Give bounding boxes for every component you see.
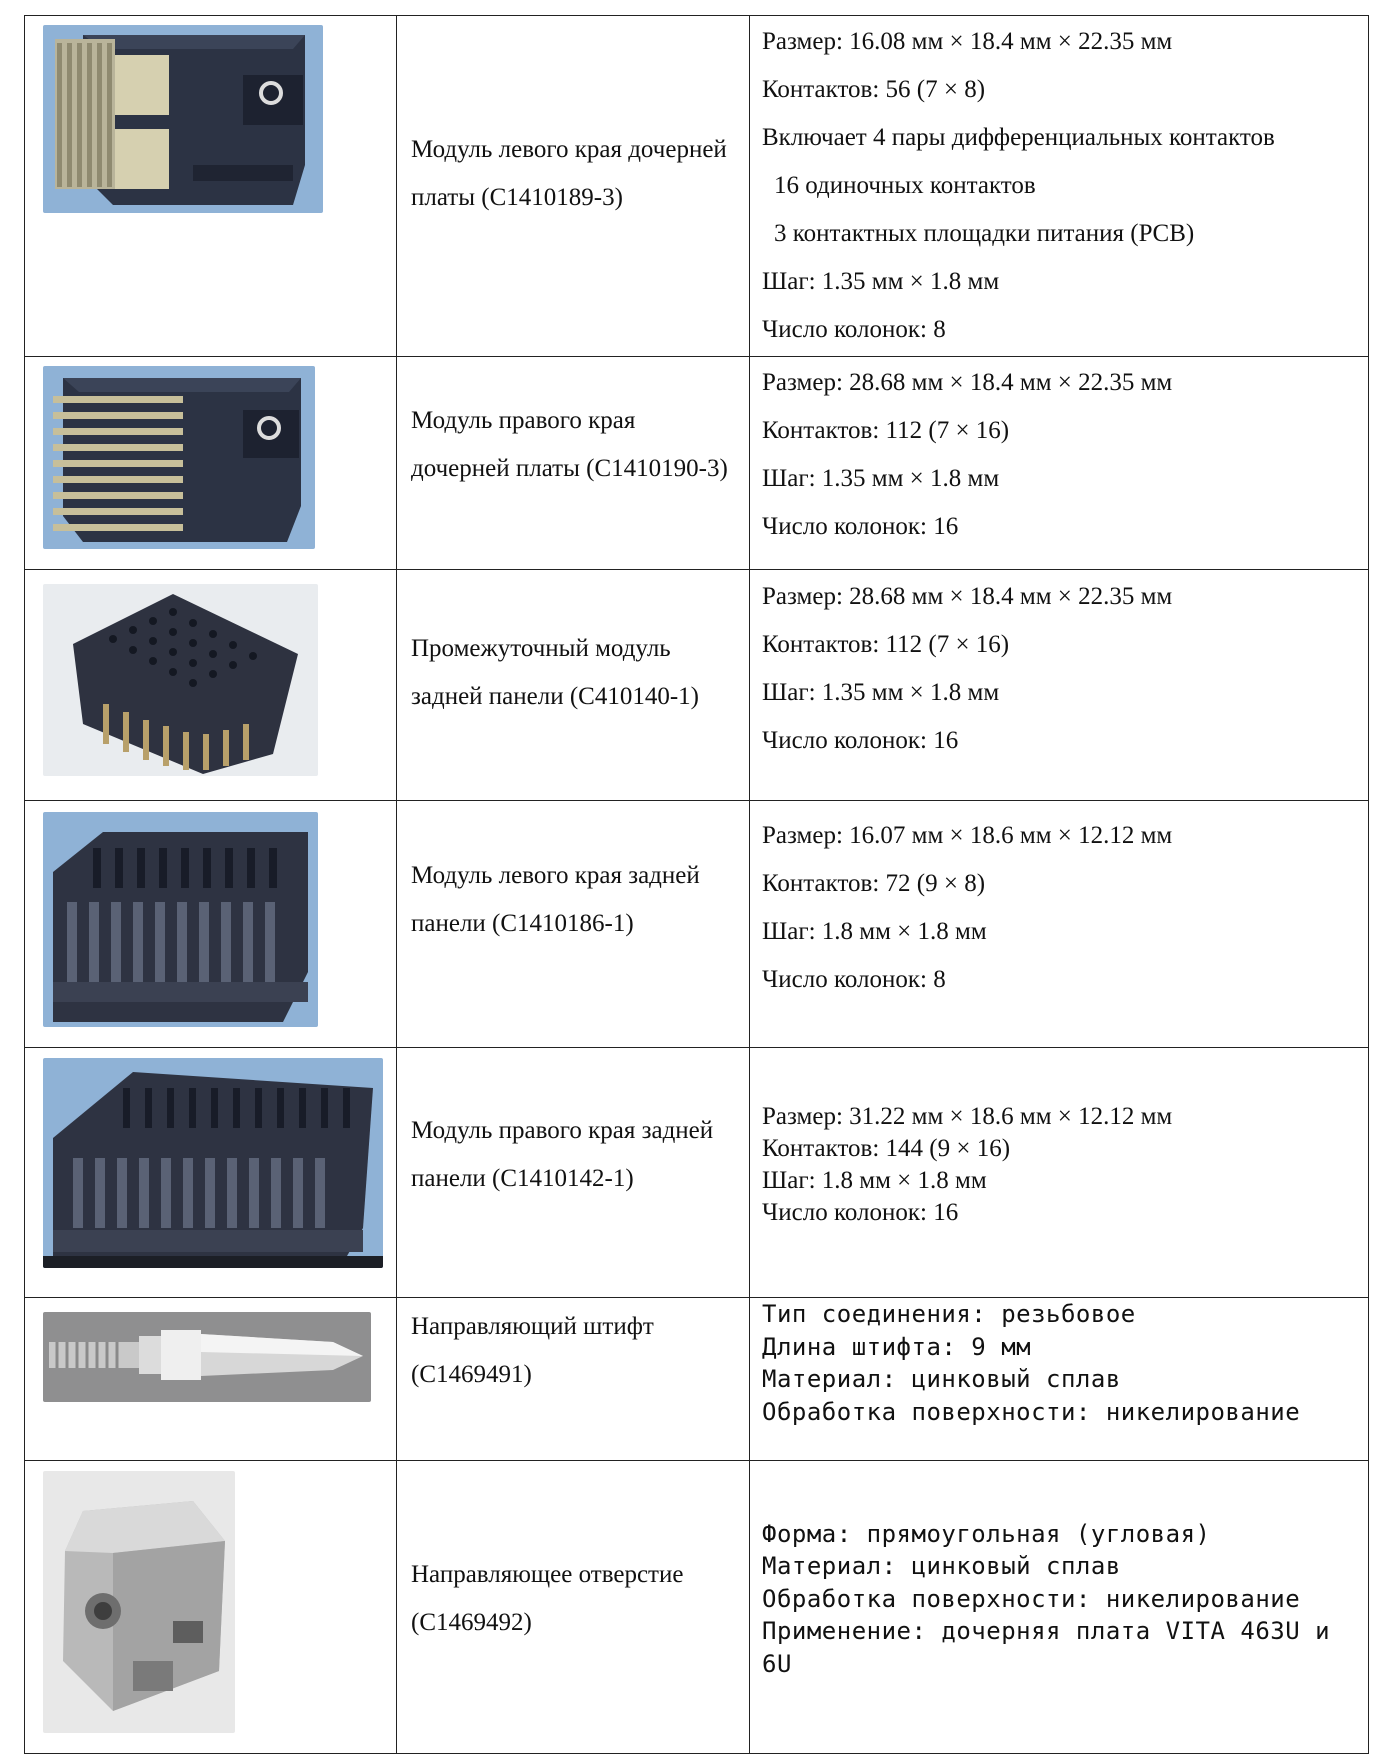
name-cell bbox=[397, 1461, 750, 1754]
photo-cell bbox=[25, 357, 397, 570]
photo-cell bbox=[25, 1461, 397, 1754]
spec-line: Применение: дочерняя плата VITA 463U и 6U bbox=[762, 1617, 1346, 1678]
connector-module-photo bbox=[43, 366, 315, 549]
spec-line: 16 одиночных контактов bbox=[774, 172, 1036, 199]
spec-list bbox=[762, 812, 1358, 1004]
spec-line: Размер: 31.22 мм × 18.6 мм × 12.12 мм bbox=[762, 1102, 1173, 1130]
spec-cell bbox=[750, 16, 1369, 357]
component-name: Модуль правого края дочерней платы (C1410190-3) bbox=[411, 407, 728, 482]
pin-array-photo bbox=[43, 584, 318, 776]
table-row bbox=[25, 16, 1369, 357]
spec-list bbox=[762, 1101, 1358, 1229]
table-row bbox=[25, 1461, 1369, 1754]
spec-line: Число колонок: 16 bbox=[762, 1198, 959, 1226]
spec-line: Обработка поверхности: никелирование bbox=[762, 1584, 1301, 1613]
spec-line: Число колонок: 16 bbox=[762, 513, 959, 540]
spec-list bbox=[762, 1518, 1358, 1681]
spec-line: Число колонок: 8 bbox=[762, 966, 946, 993]
spec-cell bbox=[750, 1461, 1369, 1754]
spec-line: Контактов: 72 (9 × 8) bbox=[762, 870, 986, 897]
table-row bbox=[25, 570, 1369, 801]
spec-line: Шаг: 1.8 мм × 1.8 мм bbox=[762, 918, 987, 945]
table-row bbox=[25, 1048, 1369, 1298]
photo-cell bbox=[25, 570, 397, 801]
spec-line: Контактов: 112 (7 × 16) bbox=[762, 417, 1010, 444]
spec-line: Шаг: 1.35 мм × 1.8 мм bbox=[762, 679, 1000, 706]
name-cell bbox=[397, 1048, 750, 1298]
spec-cell bbox=[750, 1048, 1369, 1298]
component-name: Модуль левого края дочерней платы (C1410189-3) bbox=[411, 136, 727, 211]
spec-line: Шаг: 1.8 мм × 1.8 мм bbox=[762, 1166, 987, 1194]
photo-cell bbox=[25, 801, 397, 1048]
spec-line: Шаг: 1.35 мм × 1.8 мм bbox=[762, 465, 1000, 492]
spec-list bbox=[762, 18, 1358, 354]
spec-line: Материал: цинковый сплав bbox=[762, 1365, 1121, 1393]
name-cell bbox=[397, 570, 750, 801]
spec-cell bbox=[750, 570, 1369, 801]
connector-module-photo bbox=[43, 25, 323, 213]
photo-cell bbox=[25, 1298, 397, 1461]
name-cell bbox=[397, 801, 750, 1048]
spec-line: Обработка поверхности: никелирование bbox=[762, 1397, 1301, 1426]
spec-line: 3 контактных площадки питания (PCB) bbox=[774, 220, 1195, 247]
spec-cell bbox=[750, 357, 1369, 570]
spec-line: Шаг: 1.35 мм × 1.8 мм bbox=[762, 268, 1000, 295]
spec-line: Число колонок: 16 bbox=[762, 727, 959, 754]
table-row bbox=[25, 801, 1369, 1048]
spec-line: Длина штифта: 9 мм bbox=[762, 1332, 1032, 1361]
photo-cell bbox=[25, 1048, 397, 1298]
spec-line: Размер: 28.68 мм × 18.4 мм × 22.35 мм bbox=[762, 583, 1173, 610]
spec-list bbox=[762, 573, 1358, 765]
spec-line: Форма: прямоугольная (угловая) bbox=[762, 1519, 1211, 1548]
spec-cell bbox=[750, 801, 1369, 1048]
component-name: Направляющий штифт (C1469491) bbox=[411, 1313, 654, 1388]
pin-array-photo bbox=[43, 1058, 383, 1268]
spec-line: Число колонок: 8 bbox=[762, 316, 946, 343]
component-spec-table bbox=[24, 15, 1369, 1754]
spec-line: Контактов: 144 (9 × 16) bbox=[762, 1134, 1011, 1162]
guide-pin-photo bbox=[43, 1312, 371, 1402]
spec-line: Контактов: 56 (7 × 8) bbox=[762, 76, 986, 103]
spec-line: Размер: 16.07 мм × 18.6 мм × 12.12 мм bbox=[762, 822, 1173, 849]
spec-cell bbox=[750, 1298, 1369, 1461]
pin-array-photo bbox=[43, 812, 318, 1027]
table-row bbox=[25, 357, 1369, 570]
component-name: Промежуточный модуль задней панели (C410140-1) bbox=[411, 635, 700, 710]
name-cell bbox=[397, 1298, 750, 1461]
spec-line: Тип соединения: резьбовое bbox=[762, 1300, 1136, 1328]
spec-line: Размер: 16.08 мм × 18.4 мм × 22.35 мм bbox=[762, 28, 1173, 55]
name-cell bbox=[397, 16, 750, 357]
spec-list bbox=[762, 1298, 1358, 1428]
component-name: Модуль левого края задней панели (C1410186-1) bbox=[411, 862, 700, 937]
spec-line: Контактов: 112 (7 × 16) bbox=[762, 631, 1010, 658]
name-cell bbox=[397, 357, 750, 570]
component-name: Направляющее отверстие (C1469492) bbox=[411, 1561, 684, 1636]
spec-list bbox=[762, 359, 1358, 551]
spec-line: Материал: цинковый сплав bbox=[762, 1552, 1121, 1581]
spec-line: Размер: 28.68 мм × 18.4 мм × 22.35 мм bbox=[762, 369, 1173, 396]
spec-line: Включает 4 пары дифференциальных контактов bbox=[762, 124, 1275, 151]
table-row bbox=[25, 1298, 1369, 1461]
photo-cell bbox=[25, 16, 397, 357]
guide-socket-photo bbox=[43, 1471, 235, 1733]
component-name: Модуль правого края задней панели (C1410142-1) bbox=[411, 1116, 714, 1192]
